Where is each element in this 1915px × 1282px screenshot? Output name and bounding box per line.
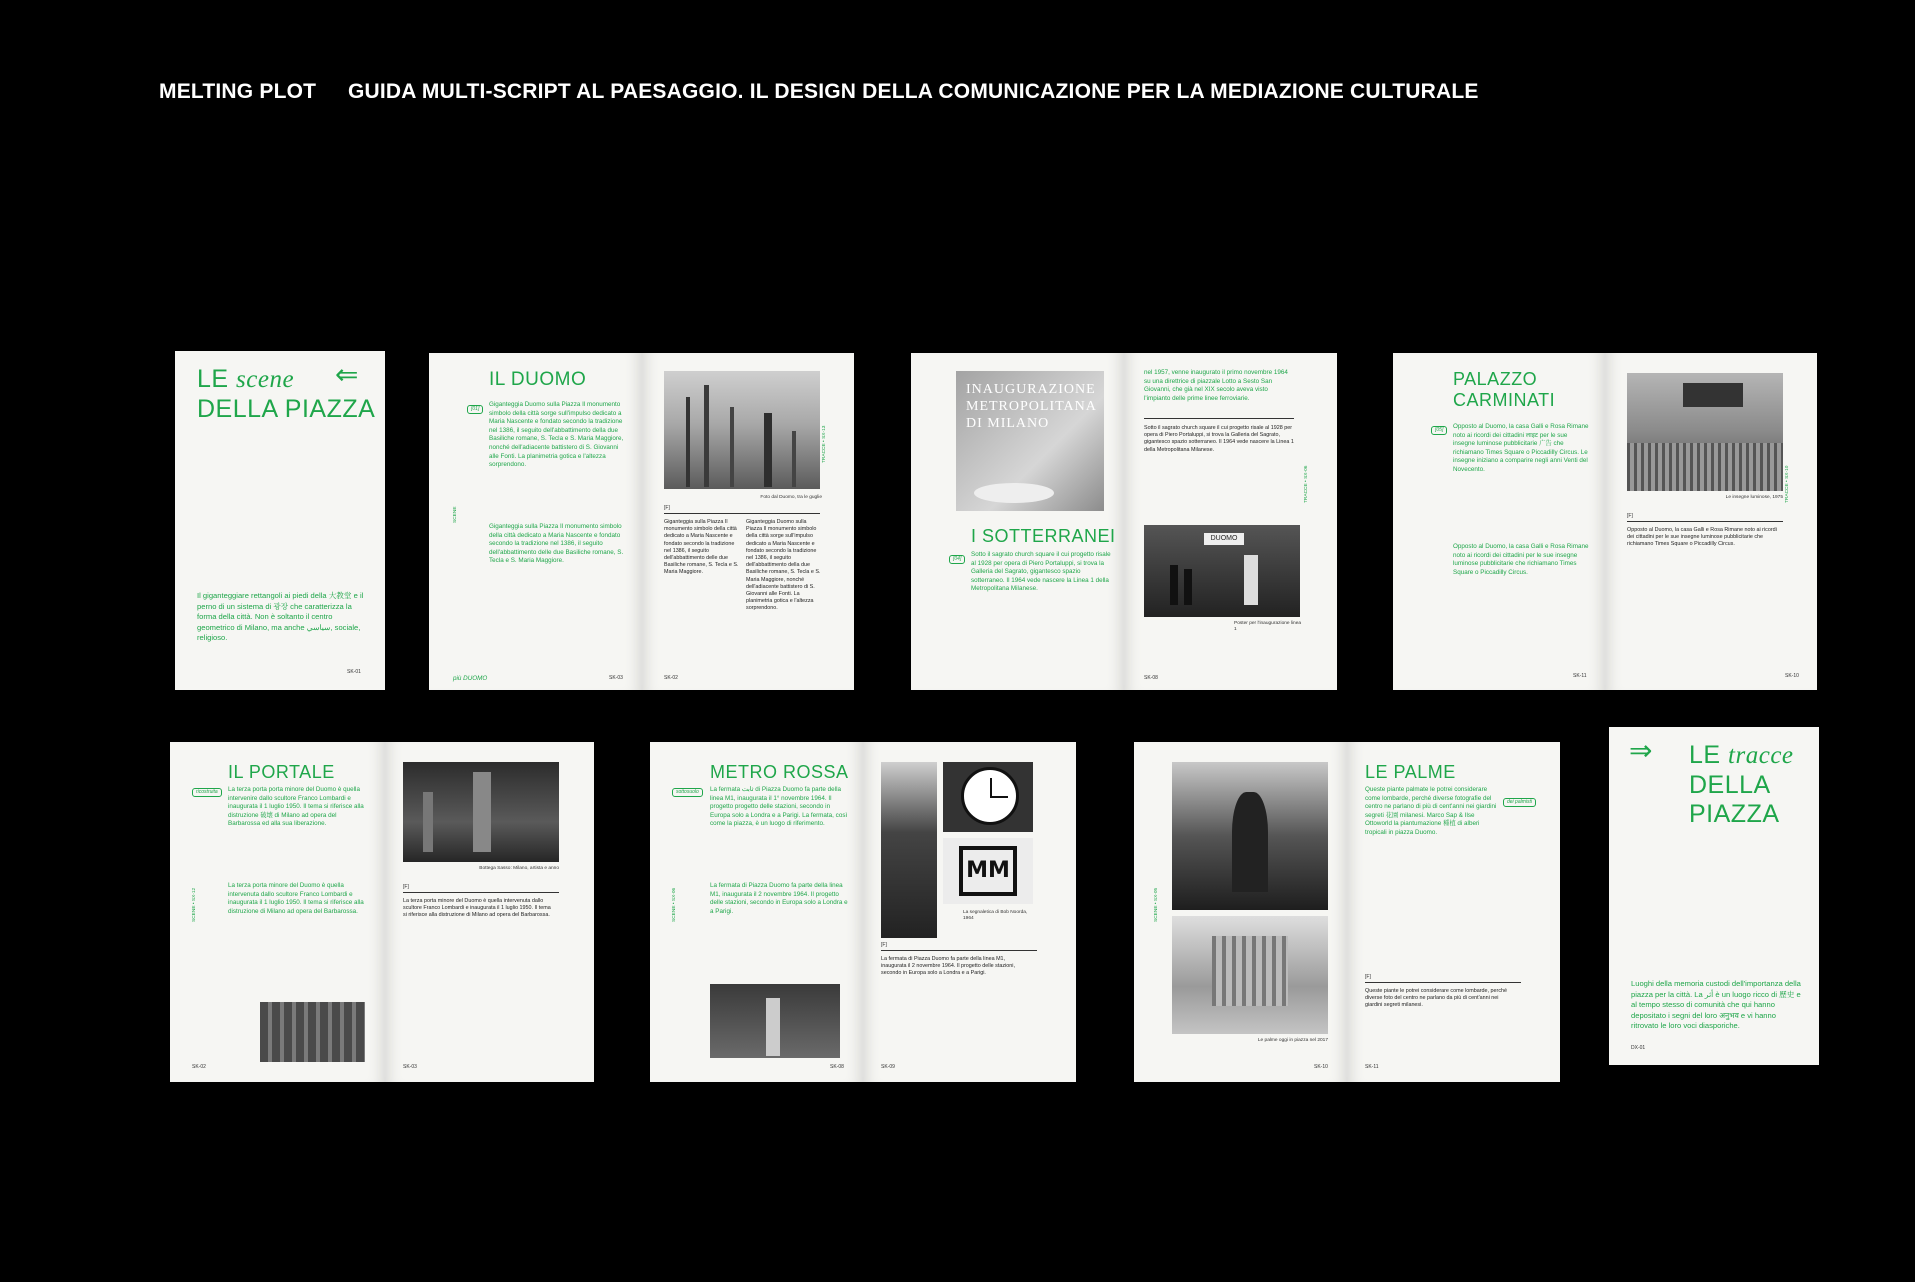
portale-left-page (170, 742, 385, 1082)
duomo-photo (664, 371, 820, 489)
divider (1627, 521, 1783, 522)
photo-caption: Poster per l'inaugurazione linea 1 (1234, 621, 1302, 632)
side-label: SCENE • SX-12 (192, 887, 197, 922)
project-subtitle: GUIDA MULTI-SCRIPT AL PAESAGGIO. IL DESIGN DELLA COMUNICAZIONE PER LA MEDIAZIONE CULTURALE (348, 80, 1479, 103)
metro-station-photo (1144, 525, 1300, 617)
page-number-right: SK-11 (1365, 1064, 1379, 1070)
duomo-body-col2: Giganteggia Duomo sulla Piazza Il monumento simbolo della città sorge sull'impulso dedicato a Maria Nascente e fondato secondo la tradizione nel 1386, il seguito dell'abbattimento della due Basiliche romane, S. Tecla e S. Maria Maggiore, nonché dell'adiacente battistero di S. Giovanni alle Fonti. La planimetria gotica e l'altezza sorprendono. (746, 519, 821, 612)
photo-caption: La segnaletica di Bob Noorda, 1964 (963, 910, 1028, 921)
section-tag: [04] (949, 555, 965, 564)
poster-text: INAUGURAZIONE METROPOLITANA DI MILANO (966, 382, 1097, 431)
page-number-left: SK-10 (1314, 1064, 1328, 1070)
page-number-left: SK-11 (1573, 673, 1587, 679)
photo-ref: [F] (1365, 974, 1371, 980)
sotterranei-title: I SOTTERRANEI (971, 526, 1116, 546)
arrow-right-icon: ⇒ (1629, 734, 1653, 767)
metro-left-page (650, 742, 863, 1082)
palazzo-title: PALAZZO CARMINATI (1453, 369, 1556, 410)
photo-ref: [F] (403, 884, 409, 890)
section-tag: [05] (1431, 426, 1447, 435)
page-number-right: SK-02 (664, 675, 678, 681)
side-label-right: TRACCE • SX-06 (1304, 465, 1309, 503)
side-label: SCENE • SX-06 (672, 887, 677, 922)
cover-title: LE tracce DELLA PIAZZA (1689, 741, 1794, 828)
side-label-right: TRACCE • SX-13 (822, 425, 827, 463)
divider (881, 950, 1037, 951)
galleria-photo (1172, 916, 1328, 1034)
duomo-title: IL DUOMO (489, 369, 587, 390)
sotterranei-text-top: nel 1957, venne inaugurato il primo novembre 1964 su una direttrice di piazzale Lotto a Sesto San Giovanni, che già nel XIX secolo aveva visto l'impianto delle prime linee ferroviarie. (1144, 369, 1288, 402)
cover-tracce-page (1609, 727, 1819, 1065)
palm-tree-photo (1172, 762, 1328, 910)
section-tag: dei palmisti (1503, 798, 1536, 807)
metro-text-2: La fermata di Piazza Duomo fa parte della linea M1, inaugurata il 2 novembre 1964. Il progetto delle stazioni, secondo in Europa solo a Londra e a Parigi. (710, 882, 848, 915)
side-label-right: TRACCE • SX-10 (1785, 465, 1790, 503)
photo-ref: [F] (664, 505, 670, 511)
arrow-left-icon: ⇐ (335, 358, 359, 391)
page-number-right: SK-03 (403, 1064, 417, 1070)
divider (1144, 418, 1294, 419)
clock-photo (943, 762, 1033, 832)
palme-title: LE PALME (1365, 762, 1456, 782)
palazzo-text: Opposto al Duomo, la casa Galli e Rosa Rimane noto ai ricordi dei cittadini लाइट per le sue insegne luminose pubblicitarie 广告 che richiamano Times Square o Piccadilly Circus. Le insegne iniziano a comparire negli anni Venti del Novecento. (1453, 423, 1589, 473)
palme-body: Queste piante le potrei considerare come lombarde, perché diverse foto del centro ne parlano da più di cent'anni nei giardini segreti milanesi. (1365, 988, 1508, 1009)
footer-label: più DUOMO (453, 675, 488, 682)
side-label: SCENE • SX-05 (1154, 887, 1159, 922)
piazza-signs-photo (1627, 373, 1783, 491)
page-number-right: SK-09 (881, 1064, 895, 1070)
duomo-right-page (642, 353, 854, 690)
metro-text: La fermata ثابت di Piazza Duomo fa parte della linea M1, inaugurata il 1° novembre 1964. Il progetto progetto delle stazioni, secondo in Europa solo a Londra e a Parigi. La fermata, così come la piazza, è un luogo di riferimento. (710, 786, 848, 828)
page-number: SK-01 (347, 669, 361, 675)
section-tag: sottosuolo (672, 788, 703, 797)
portale-text-2: La terza porta minore del Duomo è quella intervenuta dallo scultore Franco Lombardi e inaugurata il 1 luglio 1950. Il tema si riferisce alla distruzione di Milano ad opera del Barbarossa. (228, 882, 364, 915)
clock-icon (961, 767, 1019, 825)
page-number-left: SK-08 (830, 1064, 844, 1070)
side-label: SCENE (453, 506, 458, 523)
portale-right-page (385, 742, 594, 1082)
page-number-left: SK-03 (609, 675, 623, 681)
metro-logo: MM (959, 846, 1017, 896)
palazzo-right-page (1605, 353, 1817, 690)
metro-right-page (863, 742, 1076, 1082)
duomo-left-page (429, 353, 642, 690)
photo-ref: [F] (881, 942, 887, 948)
photo-caption: Le insegne luminose, 1975 (1725, 495, 1783, 500)
divider (403, 892, 559, 893)
portal-interior-photo (403, 762, 559, 862)
page-header (159, 80, 1479, 104)
photo-caption: Le palme oggi in piazza nel 2017 (1257, 1038, 1328, 1043)
photo-ref: [F] (1627, 513, 1633, 519)
cover-title: LE scene DELLA PIAZZA (197, 365, 376, 423)
inauguration-poster (956, 371, 1104, 511)
cover-scene-page (175, 351, 385, 690)
section-tag: [01] (467, 405, 483, 414)
photo-caption: Foto dal Duomo, tra le guglie (760, 495, 822, 500)
sotterranei-body: Sotto il sagrato church square il cui progetto risale al 1928 per opera di Piero Portaluppi, si trova la Galleria del Sagrato, gigantesco spazio sotterraneo. Il 1964 vede nascere la Linea 1 della Metropolitana Milanese. (1144, 425, 1294, 453)
portal-relief-photo (260, 1002, 365, 1062)
metro-sign-photo (881, 762, 937, 938)
duomo-text: Giganteggia Duomo sulla Piazza Il monumento simbolo della città sorge sull'impulso dedicato a Maria Nascente e fondato secondo la tradizione nel 1386, il seguito dell'abbattimento della due Basiliche romane, S. Tecla e S. Maria Maggiore, nonché dell'adiacente battistero di S. Giovanni alle Fonti. La planimetria gotica e l'altezza sorprendono. (489, 401, 624, 469)
palme-text: Queste piante palmate le potrei considerare come lombarde, perché diverse fotografie del centro ne parlano di più di cent'anni nei giardini segreti 花園 milanesi. Marco Sap & Ilse Ottoworld la piantumazione 種植 di alberi tropicali in piazza Duomo. (1365, 786, 1497, 836)
page-number-left: SK-02 (192, 1064, 206, 1070)
mm-logo-photo (943, 838, 1033, 904)
palazzo-text-2: Opposto al Duomo, la casa Galli e Rosa Rimane noto ai ricordi dei cittadini per le sue insegne luminose pubblicitarie che richiamano Times Square o Piccadilly Circus. (1453, 543, 1589, 576)
metro-body: La fermata di Piazza Duomo fa parte della linea M1, inaugurata il 2 novembre 1964. Il progetto delle stazioni, secondo in Europa solo a Londra e a Parigi. (881, 956, 1015, 977)
palazzo-left-page (1393, 353, 1605, 690)
palazzo-body: Opposto al Duomo, la casa Galli e Rosa Rimane noto ai ricordi dei cittadini per le sue insegne luminose pubblicitarie che richiamano Times Square o Piccadilly Circus. (1627, 527, 1777, 548)
duomo-sign: DUOMO (1204, 533, 1244, 545)
sotterranei-text: Sotto il sagrato church square il cui progetto risale al 1928 per opera di Piero Portaluppi, si trova la Galleria del Sagrato, gigantesco spazio sotterraneo. Il 1964 vede nascere la Linea 1 della Metropolitana Milanese. (971, 551, 1111, 593)
page-number-right: SK-10 (1785, 673, 1799, 679)
project-name: MELTING PLOT (159, 80, 317, 103)
metro-worker-photo (710, 984, 840, 1058)
portale-title: IL PORTALE (228, 762, 335, 782)
portale-text: La terza porta porta minore del Duomo è quella intervenire dallo scultore Franco Lombardi e inaugurata il 1 luglio 1950. Il tema si riferisce alla distruzione 破壊 di Milano ad opera del Barbarossa ed alla sua liberazione. (228, 786, 364, 828)
duomo-text-2: Giganteggia sulla Piazza Il monumento simbolo della città dedicato a Maria Nascente e fondato secondo la tradizione nel 1386, il seguito dell'abbattimento delle due Basiliche romane, S. Tecla e S. Maria Maggiore. (489, 523, 624, 565)
portale-body: La terza porta minore del Duomo è quella intervenuta dallo scultore Franco Lombardi e inaugurata il 1 luglio 1950. Il tema si riferisce alla distruzione di Milano ad opera del Barbarossa. (403, 898, 551, 919)
photo-caption: Bottega Sasso: Milano, artista e anno (479, 866, 559, 871)
page-number-right: SK-08 (1144, 675, 1158, 681)
palme-left-page (1134, 742, 1347, 1082)
sotterranei-left-page (911, 353, 1124, 690)
cover-text: Luoghi della memoria custodi dell'importanza della piazza per la città. La أثر è un luogo ricco di 歷史 e al tempo stesso di comunità che qui hanno depositato i segni del loro अनुभव e vi hanno ritrovato le loro voci diasporiche. (1631, 979, 1801, 1030)
duomo-body: Giganteggia sulla Piazza Il monumento simbolo della città dedicato a Maria Nascente e fondato secondo la tradizione nel 1386, il seguito dell'abbattimento delle due Basiliche romane, S. Tecla e S. Maria Maggiore. (664, 519, 739, 576)
divider (664, 513, 820, 514)
cover-text: Il giganteggiare rettangoli ai piedi della 大教堂 e il perno di un sistema di 광장 che caratterizza la forma della città. Non è soltanto il centro geometrico di Milano, ma anche سياسي, sociale, religioso. (197, 591, 364, 642)
page-number: DX-01 (1631, 1045, 1646, 1051)
palme-right-page (1347, 742, 1560, 1082)
section-tag: ricostruita (192, 788, 222, 797)
metro-title: METRO ROSSA (710, 762, 849, 782)
sotterranei-right-page (1124, 353, 1337, 690)
divider (1365, 982, 1521, 983)
